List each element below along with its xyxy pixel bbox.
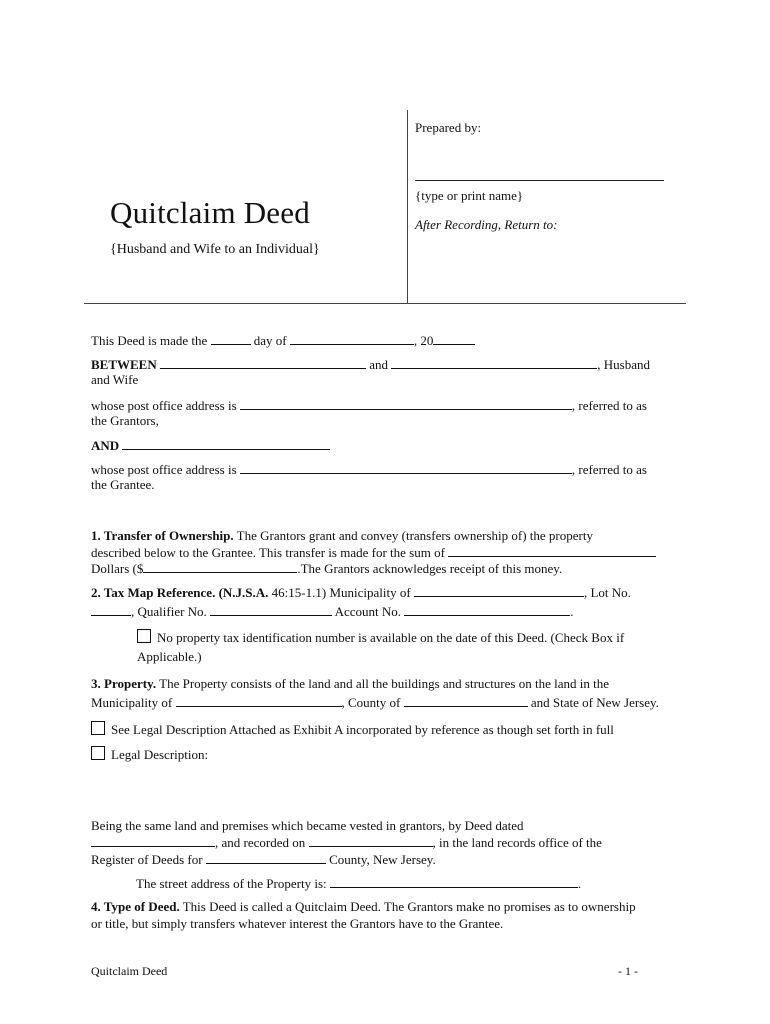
grantee-address-line <box>91 461 647 478</box>
legal-option-text: Legal Description: <box>111 747 209 762</box>
day-blank[interactable] <box>211 332 251 345</box>
prepared-by-line[interactable] <box>415 180 664 181</box>
applicable-text: Applicable.) <box>137 649 202 664</box>
section1-line2 <box>91 544 656 561</box>
section4-heading: 4. Type of Deed. <box>91 899 180 914</box>
section2-line1 <box>91 584 631 601</box>
exhibit-checkbox[interactable] <box>91 721 105 735</box>
property-county-blank[interactable] <box>404 694 528 707</box>
section4-text1: This Deed is called a Quitclaim Deed. The Grantors make no promises as to ownership <box>182 899 636 914</box>
recorded-date-blank[interactable] <box>309 834 433 847</box>
husband-text: , Husband <box>597 357 650 372</box>
grantor2-blank[interactable] <box>391 356 597 369</box>
lot-blank[interactable] <box>91 603 131 616</box>
referred-text: , referred to as <box>571 398 647 413</box>
year-prefix: , 20 <box>413 333 434 348</box>
qualifier-text: , Qualifier No. <box>131 604 207 619</box>
exhibit-option-text: See Legal Description Attached as Exhibit A incorporated by reference as though set forth in full <box>111 722 614 737</box>
state-text: and State of New Jersey. <box>530 695 659 710</box>
section1-line1 <box>91 528 593 544</box>
document-subtitle: {Husband and Wife to an Individual} <box>110 242 320 257</box>
the-grantors-text: the Grantors, <box>91 413 159 428</box>
exhibit-option-line <box>91 721 614 738</box>
land-records-text: , in the land records office of the <box>432 835 602 850</box>
sum-amount-blank[interactable] <box>143 560 297 573</box>
legal-description-checkbox[interactable] <box>91 746 105 760</box>
property-municipality-blank[interactable] <box>176 694 342 707</box>
street-address-blank[interactable] <box>330 875 578 888</box>
grantors-address-blank[interactable] <box>240 397 572 410</box>
lot-no-text: , Lot No. <box>583 585 631 600</box>
register-county-blank[interactable] <box>206 851 326 864</box>
deed-date-line <box>91 332 475 349</box>
between-label: BETWEEN <box>91 357 157 372</box>
grantor1-blank[interactable] <box>160 356 366 369</box>
between-line <box>91 356 650 373</box>
dollars-text: Dollars ($ <box>91 561 144 576</box>
prepared-by-label: Prepared by: <box>415 120 482 135</box>
post-office-text-2: whose post office address is <box>91 462 237 477</box>
after-recording-label: After Recording, Return to: <box>415 217 558 232</box>
premises-line3 <box>91 851 436 868</box>
street-period: . <box>577 876 582 891</box>
section4-line2: or title, but simply transfers whatever interest the Grantors have to the Grantee. <box>91 916 504 931</box>
no-tax-id-text: No property tax identification number is available on the date of this Deed. (Check Box if <box>157 630 625 645</box>
qualifier-blank[interactable] <box>210 603 332 616</box>
section1-heading: 1. Transfer of Ownership. <box>91 528 234 543</box>
the-grantee-text: the Grantee. <box>91 477 155 492</box>
register-text: Register of Deeds for <box>91 852 203 867</box>
section2-heading: 2. Tax Map Reference. (N.J.S.A. <box>91 585 269 600</box>
referred-text-2: , referred to as <box>571 462 647 477</box>
section3-text1: The Property consists of the land and all the buildings and structures on the land in the <box>159 676 609 691</box>
section2-line2 <box>91 603 574 620</box>
section2-statute: 46:15-1.1) Municipality of <box>271 585 411 600</box>
section4-line1 <box>91 899 636 915</box>
and-text: and <box>369 357 389 372</box>
street-address-text: The street address of the Property is: <box>136 876 327 891</box>
municipality-of-text: Municipality of <box>91 695 173 710</box>
period-text: . <box>570 604 574 619</box>
year-blank[interactable] <box>433 332 475 345</box>
grantee-address-blank[interactable] <box>240 461 572 474</box>
sum-words-blank[interactable] <box>448 544 656 557</box>
county-of-text: , County of <box>341 695 401 710</box>
page-number: - 1 - <box>618 964 638 978</box>
street-address-line <box>136 875 581 892</box>
header-divider <box>407 110 408 303</box>
header-bottom-rule <box>84 303 686 304</box>
municipality-blank[interactable] <box>414 584 584 597</box>
acknowledges-text: .The Grantors acknowledges receipt of this money. <box>297 561 563 576</box>
section3-line1 <box>91 676 609 692</box>
no-tax-id-line <box>137 629 624 646</box>
made-the-text: This Deed is made the <box>91 333 208 348</box>
post-office-text: whose post office address is <box>91 398 237 413</box>
and-label: AND <box>91 438 120 453</box>
deed-date-blank[interactable] <box>91 834 215 847</box>
section3-heading: 3. Property. <box>91 676 157 691</box>
section1-text2: described below to the Grantee. This transfer is made for the sum of <box>91 545 445 560</box>
account-blank[interactable] <box>404 603 570 616</box>
month-blank[interactable] <box>290 332 414 345</box>
day-of-text: day of <box>253 333 287 348</box>
and-wife-text: and Wife <box>91 372 139 387</box>
footer-title: Quitclaim Deed <box>91 964 168 978</box>
type-or-print-label: {type or print name} <box>415 188 524 203</box>
and-grantee-line <box>91 437 330 454</box>
no-tax-id-checkbox[interactable] <box>137 629 151 643</box>
document-title: Quitclaim Deed <box>110 195 310 230</box>
legal-option-line <box>91 746 208 763</box>
section1-text1: The Grantors grant and convey (transfers ownership of) the property <box>236 528 593 543</box>
section1-line3 <box>91 560 562 577</box>
premises-line2 <box>91 834 602 851</box>
premises-line1: Being the same land and premises which became vested in grantors, by Deed dated <box>91 818 524 833</box>
account-text: Account No. <box>334 604 402 619</box>
grantors-address-line <box>91 397 647 414</box>
county-nj-text: County, New Jersey. <box>329 852 436 867</box>
recorded-on-text: , and recorded on <box>215 835 306 850</box>
section3-line2 <box>91 694 659 711</box>
grantee-blank[interactable] <box>122 437 330 450</box>
